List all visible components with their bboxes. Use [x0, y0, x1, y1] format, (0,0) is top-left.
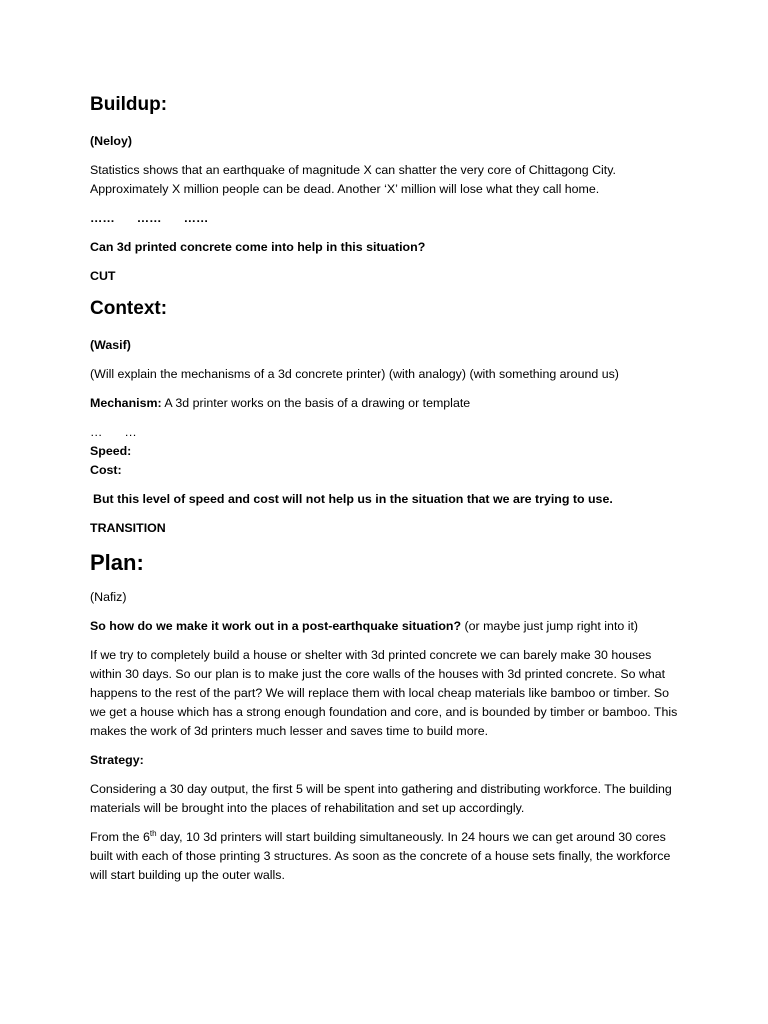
cost-label: Cost:: [90, 463, 122, 477]
plan-paragraph: If we try to completely build a house or shelter with 3d printed concrete we can barely make 30 houses within 30 days. So our plan is to make just the core walls of the houses with 3d printed concrete. So what happens to the rest of the part? We will replace them with local cheap materials like bamboo or timber. So we get a house which has a strong enough foundation and core, and is bounded by timber or bamboo. This makes the work of 3d printers much lesser and saves time to build more.: [90, 648, 678, 738]
plan-heading: Plan:: [90, 550, 144, 575]
document-page: [90, 92, 680, 895]
buildup-question: Can 3d printed concrete come into help in this situation?: [90, 240, 426, 254]
schedule-prefix: From the 6: [90, 830, 150, 844]
schedule-rest: day, 10 3d printers will start building simultaneously. In 24 hours we can get around 30 cores built with each of those printing 3 structures. As soon as the concrete of a house sets finally, the workforce will start building up the outer walls.: [90, 830, 671, 882]
mechanism-label: Mechanism:: [90, 396, 162, 410]
plan-question-bold: So how do we make it work out in a post-earthquake situation?: [90, 619, 462, 633]
context-ellipsis: [90, 423, 680, 442]
buildup-ellipsis: [90, 209, 680, 228]
strategy-schedule: [90, 828, 680, 885]
context-transition: TRANSITION: [90, 521, 166, 535]
context-ellipsis-2: …: [124, 425, 137, 439]
mechanism-text: A 3d printer works on the basis of a drawing or template: [161, 396, 471, 410]
strategy-text: Considering a 30 day output, the first 5 will be spent into gathering and distributing workforce. The building materials will be brought into the places of rehabilitation and set up accordingly.: [90, 782, 672, 815]
buildup-statistics: Statistics shows that an earthquake of magnitude X can shatter the very core of Chittagong City. Approximately X million people can be dead. Another ‘X’ million will lose what they call home.: [90, 163, 616, 196]
buildup-heading: Buildup:: [90, 94, 168, 115]
context-explain: (Will explain the mechanisms of a 3d concrete printer) (with analogy) (with something around us): [90, 367, 619, 381]
ellipsis-3: ……: [183, 211, 209, 225]
ellipsis-1: ……: [90, 211, 115, 225]
context-conclusion: But this level of speed and cost will not help us in the situation that we are trying to use.: [93, 492, 613, 506]
buildup-author: (Neloy): [90, 134, 132, 148]
strategy-label: Strategy:: [90, 753, 144, 767]
plan-question-rest: (or maybe just jump right into it): [461, 619, 639, 633]
schedule-sup: th: [149, 828, 157, 838]
context-mechanism: [90, 394, 680, 413]
context-ellipsis-1: …: [90, 425, 103, 439]
plan-author: (Nafiz): [90, 590, 127, 604]
plan-question: [90, 617, 680, 636]
speed-label: Speed:: [90, 444, 132, 458]
context-heading: Context:: [90, 298, 168, 319]
context-author: (Wasif): [90, 338, 131, 352]
ellipsis-2: ……: [136, 211, 162, 225]
buildup-cut: CUT: [90, 269, 116, 283]
